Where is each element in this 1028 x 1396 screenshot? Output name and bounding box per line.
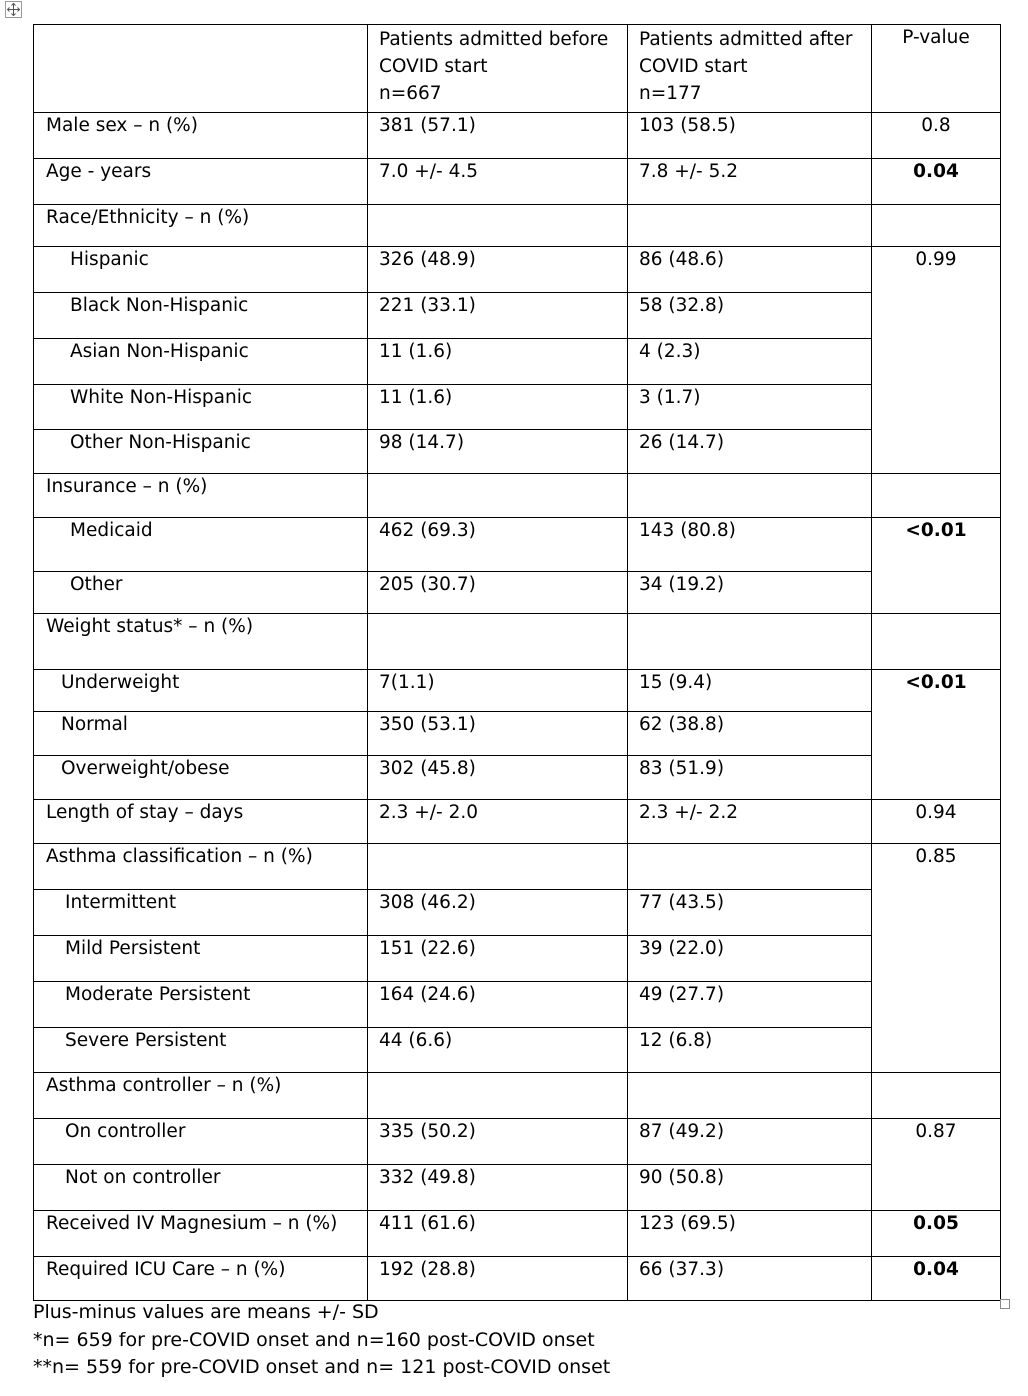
table-row (34, 936, 1001, 982)
cell-after: 77 (43.5) (628, 890, 872, 936)
row-label: Other (34, 572, 368, 614)
cell-empty (368, 614, 628, 670)
table-section-row (34, 614, 1001, 670)
table-row (34, 339, 1001, 385)
cell-p-value: 0.85 (872, 844, 1001, 1073)
table-section-row (34, 474, 1001, 518)
cell-before: 192 (28.8) (368, 1257, 628, 1301)
cell-empty (368, 1073, 628, 1119)
table-section-row (34, 1073, 1001, 1119)
cell-before: 151 (22.6) (368, 936, 628, 982)
footnote-line: Plus-minus values are means +/- SD (33, 1301, 379, 1323)
cell-before: 11 (1.6) (368, 339, 628, 385)
row-label: On controller (34, 1119, 368, 1165)
table-row (34, 113, 1001, 159)
row-label: Age - years (34, 159, 368, 205)
cell-before: 11 (1.6) (368, 385, 628, 430)
table-section-row (34, 205, 1001, 247)
cell-before: 44 (6.6) (368, 1028, 628, 1073)
cell-after: 86 (48.6) (628, 247, 872, 293)
cell-after: 15 (9.4) (628, 670, 872, 712)
cell-after: 34 (19.2) (628, 572, 872, 614)
table-row (34, 712, 1001, 756)
table-row (34, 670, 1001, 712)
cell-before: 335 (50.2) (368, 1119, 628, 1165)
row-label: Other Non-Hispanic (34, 430, 368, 474)
section-label: Race/Ethnicity – n (%) (34, 205, 368, 247)
row-label: Asian Non-Hispanic (34, 339, 368, 385)
cell-p-value: <0.01 (872, 670, 1001, 800)
row-label: White Non-Hispanic (34, 385, 368, 430)
patient-characteristics-table (33, 24, 1001, 1301)
table-row (34, 247, 1001, 293)
cell-empty (628, 1073, 872, 1119)
cell-before: 164 (24.6) (368, 982, 628, 1028)
cell-before: 381 (57.1) (368, 113, 628, 159)
section-label: Insurance – n (%) (34, 474, 368, 518)
cell-after: 2.3 +/- 2.2 (628, 800, 872, 844)
row-label: Mild Persistent (34, 936, 368, 982)
row-label: Not on controller (34, 1165, 368, 1211)
cell-empty (368, 205, 628, 247)
table-row (34, 982, 1001, 1028)
cell-before: 326 (48.9) (368, 247, 628, 293)
header-empty-cell (34, 25, 368, 113)
row-label: Moderate Persistent (34, 982, 368, 1028)
table-move-handle-icon[interactable] (5, 1, 22, 18)
row-label: Hispanic (34, 247, 368, 293)
cell-empty (872, 205, 1001, 247)
table-row (34, 572, 1001, 614)
section-label: Asthma classification – n (%) (34, 844, 368, 890)
section-label: Asthma controller – n (%) (34, 1073, 368, 1119)
cell-empty (628, 844, 872, 890)
table-row (34, 1119, 1001, 1165)
table-row (34, 890, 1001, 936)
row-label: Male sex – n (%) (34, 113, 368, 159)
cell-p-value: <0.01 (872, 518, 1001, 614)
cell-empty (872, 614, 1001, 670)
table-row (34, 1257, 1001, 1301)
cell-empty (628, 614, 872, 670)
header-before-covid: Patients admitted before COVID start n=667 (368, 25, 628, 113)
cell-p-value: 0.94 (872, 800, 1001, 844)
section-label: Weight status* – n (%) (34, 614, 368, 670)
row-label: Medicaid (34, 518, 368, 572)
cell-before: 205 (30.7) (368, 572, 628, 614)
row-label: Length of stay – days (34, 800, 368, 844)
table-row (34, 159, 1001, 205)
cell-after: 123 (69.5) (628, 1211, 872, 1257)
cell-after: 66 (37.3) (628, 1257, 872, 1301)
row-label: Black Non-Hispanic (34, 293, 368, 339)
cell-after: 87 (49.2) (628, 1119, 872, 1165)
cell-after: 3 (1.7) (628, 385, 872, 430)
header-p-value: P-value (872, 25, 1001, 113)
cell-p-value: 0.04 (872, 159, 1001, 205)
cell-before: 350 (53.1) (368, 712, 628, 756)
cell-before: 7.0 +/- 4.5 (368, 159, 628, 205)
cell-after: 62 (38.8) (628, 712, 872, 756)
cell-after: 83 (51.9) (628, 756, 872, 800)
cell-after: 90 (50.8) (628, 1165, 872, 1211)
cell-p-value: 0.04 (872, 1257, 1001, 1301)
cell-after: 7.8 +/- 5.2 (628, 159, 872, 205)
cell-after: 12 (6.8) (628, 1028, 872, 1073)
row-label: Required ICU Care – n (%) (34, 1257, 368, 1301)
table-row (34, 293, 1001, 339)
row-label: Severe Persistent (34, 1028, 368, 1073)
cell-after: 103 (58.5) (628, 113, 872, 159)
table-header-row (34, 25, 1001, 113)
cell-after: 49 (27.7) (628, 982, 872, 1028)
cell-empty (628, 474, 872, 518)
row-label: Normal (34, 712, 368, 756)
cell-empty (368, 474, 628, 518)
header-after-covid: Patients admitted after COVID start n=177 (628, 25, 872, 113)
table-row (34, 756, 1001, 800)
table-footnotes (33, 1299, 610, 1382)
cell-p-value: 0.05 (872, 1211, 1001, 1257)
footnote-line: *n= 659 for pre-COVID onset and n=160 post-COVID onset (33, 1328, 595, 1351)
footnote-line: **n= 559 for pre-COVID onset and n= 121 post-COVID onset (33, 1356, 611, 1378)
row-label: Overweight/obese (34, 756, 368, 800)
cell-before: 308 (46.2) (368, 890, 628, 936)
cell-before: 7(1.1) (368, 670, 628, 712)
table-row (34, 1028, 1001, 1073)
cell-after: 26 (14.7) (628, 430, 872, 474)
table-row (34, 518, 1001, 572)
table-row (34, 1165, 1001, 1211)
row-label: Received IV Magnesium – n (%) (34, 1211, 368, 1257)
cell-p-value: 0.87 (872, 1119, 1001, 1211)
cell-after: 143 (80.8) (628, 518, 872, 572)
cell-p-value: 0.8 (872, 113, 1001, 159)
table-row (34, 1211, 1001, 1257)
cell-p-value: 0.99 (872, 247, 1001, 474)
cell-empty (628, 205, 872, 247)
table-row (34, 385, 1001, 430)
table-row (34, 430, 1001, 474)
cell-after: 58 (32.8) (628, 293, 872, 339)
row-label: Intermittent (34, 890, 368, 936)
table-section-row (34, 844, 1001, 890)
cell-after: 39 (22.0) (628, 936, 872, 982)
cell-before: 98 (14.7) (368, 430, 628, 474)
cell-after: 4 (2.3) (628, 339, 872, 385)
cell-empty (872, 1073, 1001, 1119)
cell-before: 411 (61.6) (368, 1211, 628, 1257)
cell-empty (368, 844, 628, 890)
table-row (34, 800, 1001, 844)
cell-before: 221 (33.1) (368, 293, 628, 339)
row-label: Underweight (34, 670, 368, 712)
table-resize-handle-icon[interactable] (1000, 1299, 1010, 1309)
cell-before: 332 (49.8) (368, 1165, 628, 1211)
cell-before: 462 (69.3) (368, 518, 628, 572)
cell-before: 2.3 +/- 2.0 (368, 800, 628, 844)
cell-empty (872, 474, 1001, 518)
cell-before: 302 (45.8) (368, 756, 628, 800)
